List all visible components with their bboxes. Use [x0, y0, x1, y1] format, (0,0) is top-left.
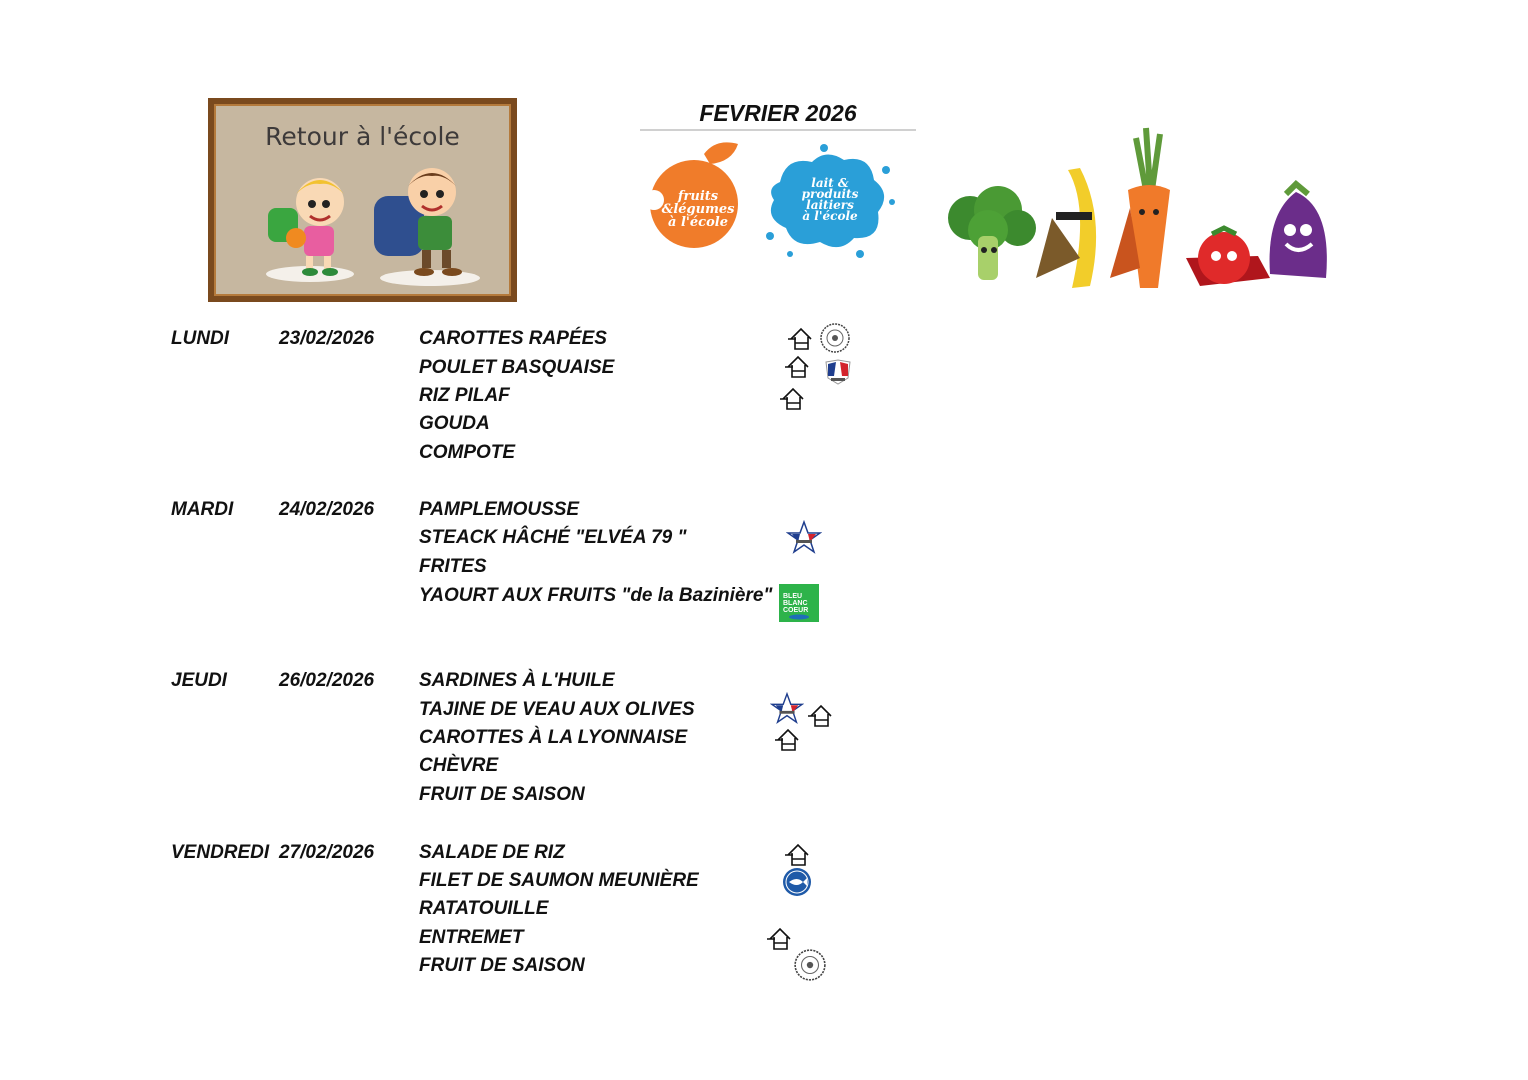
month-title: FEVRIER 2026	[640, 100, 916, 131]
day-date: 27/02/2026	[279, 842, 375, 863]
menu-row	[0, 553, 900, 581]
day-name: VENDREDI	[171, 842, 270, 863]
menu-row	[0, 582, 900, 610]
menu-row	[0, 839, 900, 867]
svg-text:COEUR: COEUR	[783, 607, 809, 614]
back-to-school-banner	[208, 98, 517, 302]
menu-row	[0, 382, 900, 410]
logo-lait-line-3: laitiers	[806, 198, 854, 212]
girl-illustration-icon	[260, 166, 360, 286]
menu-row	[0, 781, 900, 809]
homemade-icon	[788, 325, 814, 351]
homemade-icon	[808, 702, 834, 728]
tomato-icon	[1186, 228, 1270, 286]
dish-name: POULET BASQUAISE	[419, 357, 615, 378]
dish-name: ENTREMET	[419, 927, 524, 948]
banana-icon	[1036, 168, 1096, 288]
menu-row	[0, 410, 900, 438]
day-name: MARDI	[171, 499, 234, 520]
msc-fish-icon	[781, 866, 813, 898]
dish-name: SARDINES À L'HUILE	[419, 670, 615, 691]
menu-row	[0, 895, 900, 923]
day-name: LUNDI	[171, 328, 230, 349]
menu-row	[0, 724, 900, 752]
dish-name: FRUIT DE SAISON	[419, 955, 585, 976]
dish-name: GOUDA	[419, 413, 490, 434]
dish-name: TAJINE DE VEAU AUX OLIVES	[419, 699, 695, 720]
logo-fruits-line-3: à l'école	[668, 215, 728, 230]
menu-row	[0, 354, 900, 382]
quality-seal-icon	[793, 948, 827, 982]
dish-name: SALADE DE RIZ	[419, 842, 565, 863]
dish-name: CAROTTES À LA LYONNAISE	[419, 727, 688, 748]
day-date: 23/02/2026	[279, 328, 375, 349]
dish-name: RIZ PILAF	[419, 385, 510, 406]
dish-name: CHÈVRE	[419, 755, 499, 776]
dish-name: FRUIT DE SAISON	[419, 784, 585, 805]
dish-name: FRITES	[419, 556, 487, 577]
homemade-icon	[767, 925, 793, 951]
logo-lait-line-2: produits	[801, 187, 859, 201]
svg-text:BLEU: BLEU	[783, 593, 803, 600]
french-meat-icon	[770, 692, 804, 726]
day-date: 24/02/2026	[279, 499, 375, 520]
day-name: JEUDI	[171, 670, 227, 691]
vegetable-characters-illustration	[940, 118, 1340, 298]
menu-row	[0, 667, 900, 695]
homemade-icon	[780, 385, 806, 411]
fruits-legumes-logo	[646, 140, 746, 250]
dish-name: YAOURT AUX FRUITS "de la Bazinière"	[419, 585, 773, 606]
broccoli-icon	[948, 186, 1036, 280]
quality-seal-icon	[819, 322, 851, 354]
dish-name: COMPOTE	[419, 442, 516, 463]
carrot-icon	[1110, 128, 1170, 288]
homemade-icon	[775, 726, 801, 752]
menu-row	[0, 496, 900, 524]
menu-row	[0, 952, 900, 980]
menu-row	[0, 524, 900, 552]
banner-title: Retour à l'école	[265, 122, 460, 151]
dish-name: PAMPLEMOUSSE	[419, 499, 580, 520]
logo-lait-line-1: lait &	[811, 176, 849, 190]
bleu-blanc-coeur-icon	[779, 584, 819, 622]
dish-name: RATATOUILLE	[419, 898, 549, 919]
dish-name: FILET DE SAUMON MEUNIÈRE	[419, 870, 699, 891]
day-date: 26/02/2026	[279, 670, 375, 691]
french-origin-icon	[822, 358, 854, 386]
homemade-icon	[785, 353, 811, 379]
logo-fruits-line-1: fruits	[677, 189, 719, 204]
lait-produits-laitiers-logo	[760, 142, 896, 260]
french-meat-icon	[786, 520, 822, 556]
logo-lait-line-4: à l'école	[802, 209, 858, 223]
menu-row	[0, 325, 900, 353]
logo-fruits-line-2: &légumes	[661, 202, 735, 217]
dish-name: CAROTTES RAPÉES	[419, 328, 607, 349]
menu-row	[0, 439, 900, 467]
menu-row	[0, 752, 900, 780]
eggplant-icon	[1270, 184, 1327, 278]
boy-illustration-icon	[366, 162, 486, 292]
menu-row	[0, 696, 900, 724]
dish-name: STEACK HÂCHÉ "ELVÉA 79 "	[419, 527, 687, 548]
homemade-icon	[785, 841, 811, 867]
svg-text:BLANC: BLANC	[783, 600, 808, 607]
menu-row	[0, 924, 900, 952]
menu-row	[0, 867, 900, 895]
